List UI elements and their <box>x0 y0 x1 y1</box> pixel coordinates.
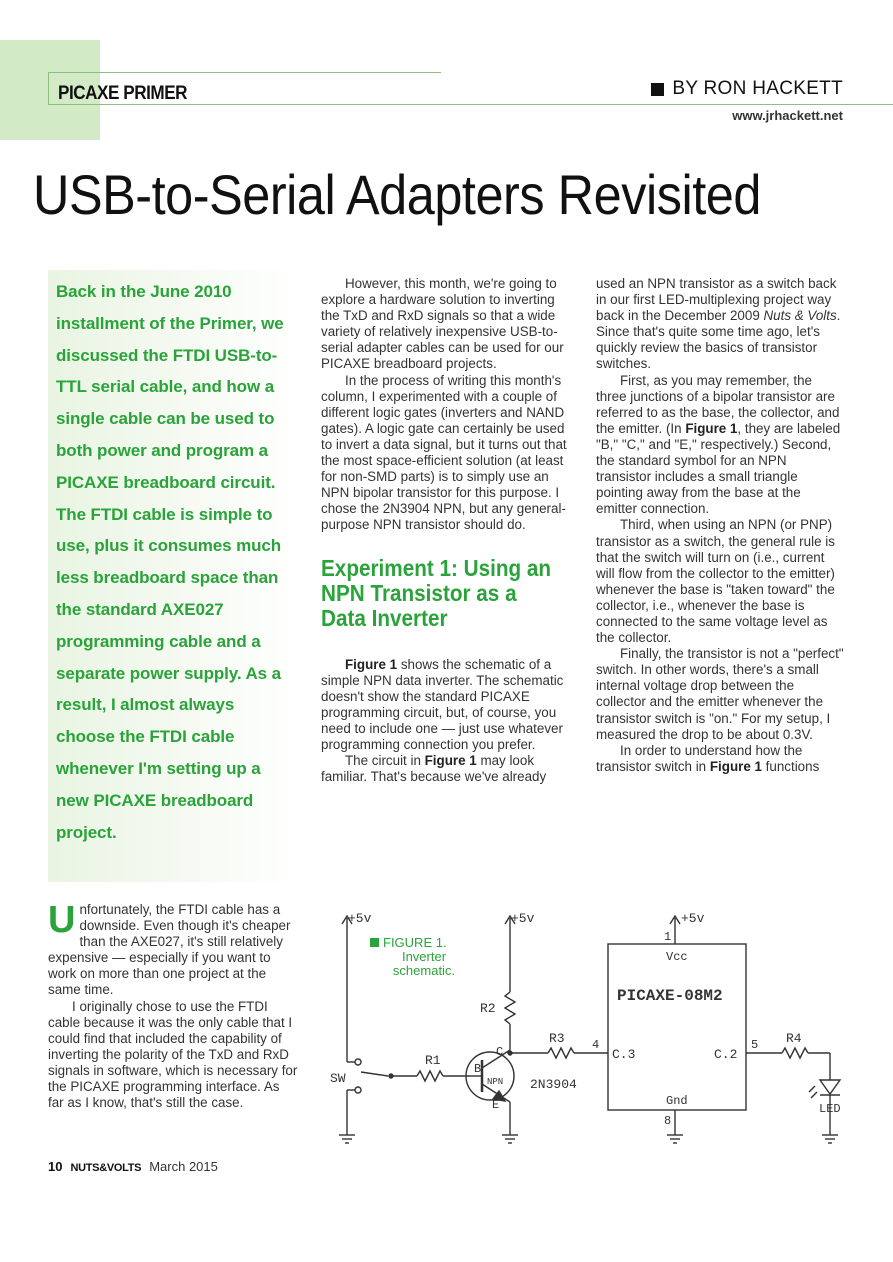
r2-label: R2 <box>480 1001 496 1016</box>
led-label: LED <box>819 1102 841 1116</box>
pin4-label: 4 <box>592 1038 600 1052</box>
switch-label: SW <box>330 1071 346 1086</box>
ground-icon-3 <box>667 1135 683 1143</box>
column-2 <box>321 276 568 785</box>
magazine-name: NUTS&VOLTS <box>70 1162 142 1174</box>
col1-paragraph-1: Unfortunately, the FTDI cable has a downside. Even though it's cheaper than the AXE027, it's still relatively expensive — especially if you want to work on more than one project at the same time. <box>48 899 291 998</box>
figure-caption: FIGURE 1. Inverter schematic. <box>370 936 464 978</box>
col1-paragraph-2: I originally chose to use the FTDI cable because it was the only cable that I could find that included the capability of inverting the polarity of the TxD and RxD signals in software, which is necessary for the PICAXE programming interface. As far as I know, that's still the case. <box>48 998 298 1111</box>
dropcap: U <box>48 899 76 941</box>
transistor-part-label: 2N3904 <box>530 1077 577 1092</box>
article-title: USB-to-Serial Adapters Revisited <box>33 163 761 226</box>
pullquote-text: Back in the June 2010 installment of the Primer, we discussed the FTDI USB-to-TTL serial cable, and how a single cable can be used to both power and program a PICAXE breadboard circuit. The FTDI cable is simple to use, plus it consumes much less breadboard space than the standard AXE027 programming cable and a separate power supply. As a result, I almost always choose the FTDI cable whenever I'm setting up a new PICAXE breadboard project. <box>56 282 284 842</box>
base-label: B <box>474 1062 482 1076</box>
npn-label: NPN <box>487 1077 504 1087</box>
byline-text: BY RON HACKETT <box>672 78 843 99</box>
byline-square-icon <box>651 83 664 96</box>
column-3 <box>596 276 844 775</box>
led-icon <box>809 1080 840 1098</box>
header-rule-top <box>48 72 441 73</box>
vcc-label: Vcc <box>666 950 688 964</box>
page-number: 10 <box>48 1159 63 1174</box>
r4-label: R4 <box>786 1031 802 1046</box>
ground-icon-1 <box>339 1135 355 1143</box>
col3-paragraph-3: Third, when using an NPN (or PNP) transistor as a switch, the general rule is that the switch will turn on (i.e., current will flow from the collector to the emitter) whenever the base is "taken toward" the collector, i.e., whenever the base is connected to the same voltage level as the collector. <box>596 517 835 646</box>
r3-label: R3 <box>549 1031 565 1046</box>
col2-paragraph-2: In the process of writing this month's column, I experimented with a couple of different logic gates (inverters and NAND gates). A logic gate can certainly be used to invert a data signal, but it turns out that the most space-efficient solution (at least for non-SMD parts) is to simply use an NPN bipolar transistor for this purpose. I chose the 2N3904 NPN, but any general-purpose NPN transistor should do. <box>321 372 567 533</box>
column-1 <box>48 899 298 1111</box>
inverter-schematic <box>310 902 870 1162</box>
header-rule-vertical <box>48 72 49 105</box>
vplus-label-2: +5v <box>511 911 535 926</box>
col2-paragraph-1: However, this month, we're going to explore a hardware solution to inverting the TxD and RxD signals so that a wide variety of relatively inexpensive USB-to-serial adapter cables can be used for our PICAXE breadboard projects. <box>321 276 564 372</box>
byline <box>651 78 843 100</box>
page-footer <box>48 1159 218 1174</box>
collector-label: C <box>496 1045 504 1059</box>
vplus-label-3: +5v <box>681 911 705 926</box>
chip-label: PICAXE-08M2 <box>617 987 723 1005</box>
gnd-label: Gnd <box>666 1094 688 1108</box>
r1-label: R1 <box>425 1053 441 1068</box>
col2-paragraph-4: The circuit in Figure 1 may look familiar. That's because we've already <box>321 753 547 785</box>
vplus-label-1: +5v <box>348 911 372 926</box>
col2-paragraph-3: Figure 1 shows the schematic of a simple NPN data inverter. The schematic doesn't show the standard PICAXE programming circuit, but, of course, you need to include one — just use whatever programming connection you prefer. <box>321 656 564 752</box>
subheading: Experiment 1: Using an NPN Transistor as a Data Inverter <box>321 554 552 631</box>
ground-icon-4 <box>822 1135 838 1143</box>
ground-icon-2 <box>502 1135 518 1143</box>
section-label: PICAXE PRIMER <box>58 83 188 104</box>
pin5-label: 5 <box>751 1038 759 1052</box>
pullquote <box>56 276 296 848</box>
pin1-label: 1 <box>664 930 672 944</box>
author-website: www.jrhackett.net <box>732 108 843 123</box>
emitter-label: E <box>492 1098 500 1112</box>
c2-label: C.2 <box>714 1047 738 1062</box>
col3-paragraph-5: In order to understand how the transistor switch in Figure 1 functions <box>596 742 820 774</box>
col3-paragraph-2: First, as you may remember, the three junctions of a bipolar transistor are referred to as the base, the collector, and the emitter. (In Figure 1, they are labeled "B," "C," and "E," respectively.) Second, the standard symbol for an NPN transistor includes a small triangle pointing away from the base at the emitter connection. <box>596 372 841 517</box>
c3-label: C.3 <box>612 1047 636 1062</box>
pin8-label: 8 <box>664 1114 672 1128</box>
col3-paragraph-1: used an NPN transistor as a switch back in our first LED-multiplexing project way back in the December 2009 Nuts & Volts. Since that's quite some time ago, let's quickly review the basics of transistor switches. <box>596 276 841 372</box>
issue-date: March 2015 <box>149 1159 218 1174</box>
col3-paragraph-4: Finally, the transistor is not a "perfect" switch. In other words, there's a small internal voltage drop between the collector and the emitter whenever the transistor switch is "on." For my setup, I measured the drop to be about 0.3V. <box>596 646 844 742</box>
